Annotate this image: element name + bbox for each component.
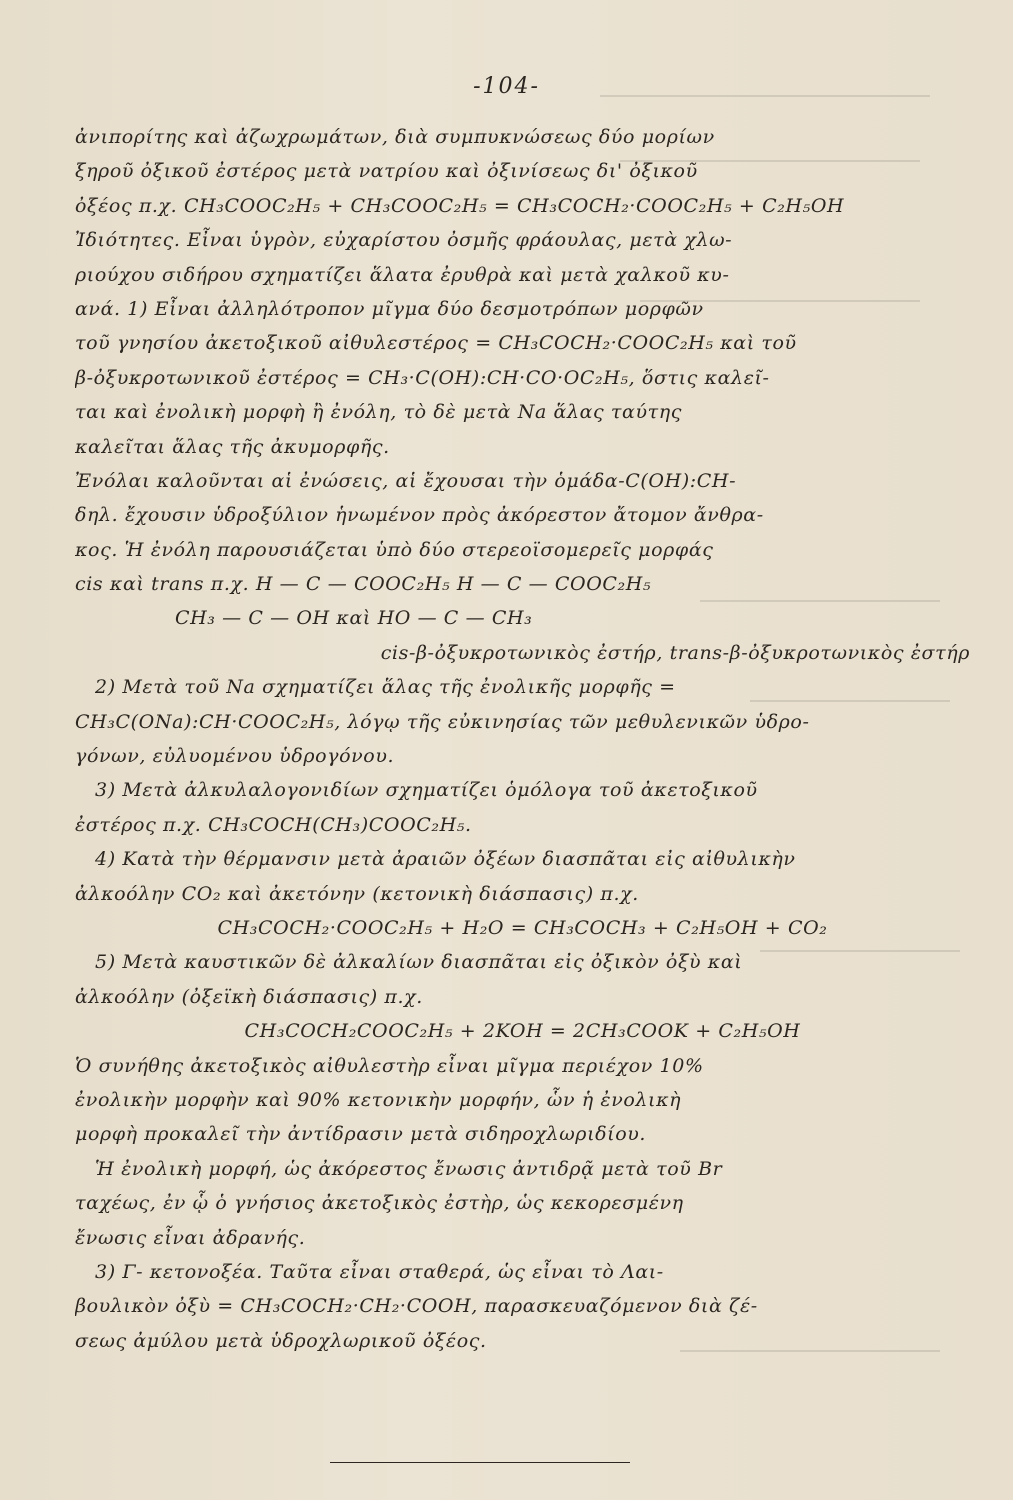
text-line: Ἡ ἐνολικὴ μορφή, ὡς ἀκόρεστος ἔνωσις ἀντιδρᾷ μετὰ τοῦ Br — [95, 1157, 723, 1180]
text-line: ται καὶ ἐνολικὴ μορφὴ ἢ ἐνόλη, τὸ δὲ μετὰ Na ἅλας ταύτης — [75, 401, 682, 424]
formula-line: cis καὶ trans π.χ. H — C — COOC₂H₅ H — C — COOC₂H₅ — [75, 573, 652, 596]
text-line: δηλ. ἔχουσιν ὑδροξύλιον ἡνωμένον πρὸς ἀκόρεστον ἄτομον ἄνθρα- — [75, 504, 764, 527]
text-line: ριούχου σιδήρου σχηματίζει ἅλατα ἐρυθρὰ καὶ μετὰ χαλκοῦ κυ- — [75, 263, 730, 286]
text-line: βουλικὸν ὀξὺ = CH₃COCH₂·CH₂·COOH, παρασκευαζόμενον διὰ ζέ- — [75, 1295, 758, 1318]
text-line: 4) Κατὰ τὴν θέρμανσιν μετὰ ἀραιῶν ὀξέων διασπᾶται εἰς αἰθυλικὴν — [95, 848, 796, 871]
text-line: γόνων, εὐλυομένου ὑδρογόνου. — [75, 745, 395, 768]
equation-line: CH₃COCH₂COOC₂H₅ + 2KOH = 2CH₃COOK + C₂H₅OH — [244, 1020, 801, 1043]
text-line: ἐνολικὴν μορφὴν καὶ 90% κετονικὴν μορφήν, ὧν ἡ ἐνολικὴ — [75, 1088, 682, 1111]
text-line: CH₃C(ONa):CH·COOC₂H₅, λόγῳ τῆς εὐκινησίας τῶν μεθυλενικῶν ὑδρο- — [75, 710, 810, 733]
text-line: β-ὀξυκροτωνικοῦ ἐστέρος = CH₃·C(OH):CH·CO·OC₂H₅, ὅστις καλεῖ- — [75, 366, 770, 389]
text-line: σεως ἀμύλου μετὰ ὑδροχλωρικοῦ ὀξέος. — [75, 1329, 487, 1352]
text-line: ἀλκοόλην CO₂ καὶ ἀκετόνην (κετονικὴ διάσπασις) π.χ. — [75, 882, 639, 905]
text-line: ὀξέος π.χ. CH₃COOC₂H₅ + CH₃COOC₂H₅ = CH₃COCH₂·COOC₂H₅ + C₂H₅OH — [75, 194, 845, 217]
formula-caption-line: cis-β-ὀξυκροτωνικὸς ἐστήρ, trans-β-ὀξυκροτωνικὸς ἐστήρ — [380, 641, 970, 664]
text-line: Ἐνόλαι καλοῦνται αἱ ἐνώσεις, αἱ ἔχουσαι τὴν ὁμάδα-C(OH):CH- — [75, 469, 737, 492]
text-line: ἐστέρος π.χ. CH₃COCH(CH₃)COOC₂H₅. — [75, 813, 472, 836]
text-line: 5) Μετὰ καυστικῶν δὲ ἀλκαλίων διασπᾶται εἰς ὀξικὸν ὀξὺ καὶ — [95, 951, 743, 974]
section-heading-line: Ἰδιότητες. Εἶναι ὑγρὸν, εὐχαρίστου ὀσμῆς φράουλας, μετὰ χλω- — [75, 229, 733, 252]
text-line: κος. Ἡ ἐνόλη παρουσιάζεται ὑπὸ δύο στερεοϊσομερεῖς μορφάς — [75, 538, 714, 561]
text-line: 3) Μετὰ ἀλκυλαλογονιδίων σχηματίζει ὁμόλογα τοῦ ἀκετοξικοῦ — [95, 779, 758, 802]
subsection-heading-line: 3) Γ- κετονοξέα. Ταῦτα εἶναι σταθερά, ὡς εἶναι τὸ Λαι- — [95, 1260, 664, 1283]
text-line: 2) Μετὰ τοῦ Na σχηματίζει ἅλας τῆς ἐνολικῆς μορφῆς = — [95, 676, 676, 699]
page-number: -104- — [473, 74, 540, 99]
handwritten-text-body — [75, 120, 970, 1358]
text-line: ἀλκοόλην (ὀξεϊκὴ διάσπασις) π.χ. — [75, 985, 423, 1008]
text-line: καλεῖται ἅλας τῆς ἀκυμορφῆς. — [75, 435, 390, 458]
text-line: ταχέως, ἐν ᾧ ὁ γνήσιος ἀκετοξικὸς ἐστὴρ, ὡς κεκορεσμένη — [75, 1192, 684, 1215]
text-line: ξηροῦ ὀξικοῦ ἐστέρος μετὰ νατρίου καὶ ὀξινίσεως δι' ὀξικοῦ — [75, 160, 698, 183]
text-line: ανά. 1) Εἶναι ἀλληλότροπον μῖγμα δύο δεσμοτρόπων μορφῶν — [75, 297, 704, 320]
text-line: ἀνιπορίτης καὶ ἀζωχρωμάτων, διὰ συμπυκνώσεως δύο μορίων — [75, 126, 715, 148]
text-line: μορφὴ προκαλεῖ τὴν ἀντίδρασιν μετὰ σιδηροχλωριδίου. — [75, 1123, 647, 1146]
closing-rule — [330, 1462, 630, 1463]
text-line: ἔνωσις εἶναι ἀδρανής. — [75, 1226, 306, 1249]
formula-line: CH₃ — C — OH καὶ HO — C — CH₃ — [175, 607, 533, 630]
equation-line: CH₃COCH₂·COOC₂H₅ + H₂O = CH₃COCH₃ + C₂H₅OH + CO₂ — [217, 916, 828, 939]
text-line: Ὁ συνήθης ἀκετοξικὸς αἰθυλεστὴρ εἶναι μῖγμα περιέχον 10% — [75, 1054, 704, 1077]
text-line: τοῦ γνησίου ἀκετοξικοῦ αἰθυλεστέρος = CH₃COCH₂·COOC₂H₅ καὶ τοῦ — [75, 332, 797, 355]
